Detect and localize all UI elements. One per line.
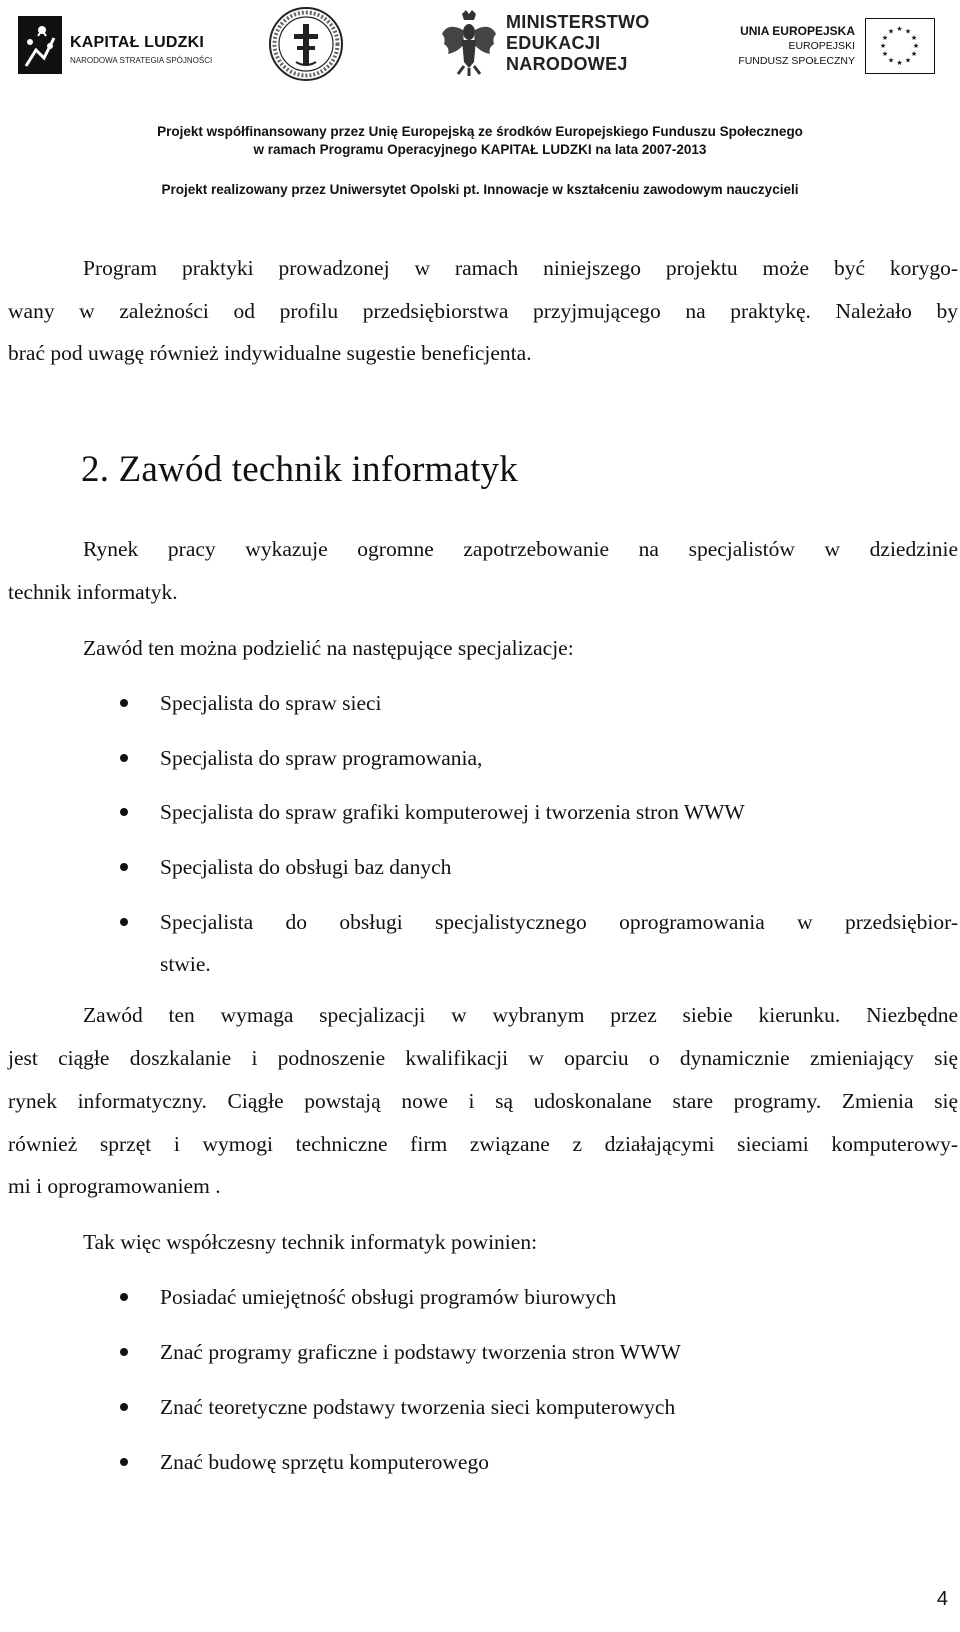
svg-text:★: ★	[904, 27, 912, 36]
page-number: 4	[936, 1588, 948, 1610]
intro-line-3: brać pod uwagę również indywidualne sugestie beneficjenta.	[8, 341, 532, 365]
requirements-line-2: jest ciągłe doszkalanie i podnoszenie kwalifikacji w oparciu o dynamicznie zmieniający się	[8, 1046, 958, 1070]
eu-logo	[722, 18, 947, 76]
list-item: Znać teoretyczne podstawy tworzenia sieci komputerowych	[160, 1395, 676, 1419]
ministry-line-2: EDUKACJI	[506, 33, 601, 53]
kapital-ludzki-logo	[18, 16, 213, 74]
list-item: Specjalista do spraw sieci	[160, 691, 382, 715]
requirements-line-5: mi i oprogramowaniem .	[8, 1174, 221, 1198]
requirements-line-4: również sprzęt i wymogi techniczne firm związane z działającymi sieciami komputerowy-	[8, 1132, 958, 1156]
list-item: Znać budowę sprzętu komputerowego	[160, 1450, 489, 1474]
intro-line-1: Program praktyki prowadzonej w ramach niniejszego projektu może być korygo-	[83, 256, 958, 280]
eu-line-3: FUNDUSZ SPOŁECZNY	[738, 55, 855, 67]
svg-text:★: ★	[912, 42, 920, 50]
bullet-icon	[120, 1458, 128, 1466]
section-heading: 2. Zawód technik informatyk	[81, 449, 518, 490]
list-item: Specjalista do spraw programowania,	[160, 746, 483, 770]
specializations-intro: Zawód ten można podzielić na następujące specjalizacje:	[83, 636, 574, 660]
svg-text:★: ★	[879, 42, 887, 50]
eagle-emblem-icon	[440, 8, 498, 78]
bullet-icon	[120, 1403, 128, 1411]
market-line-1: Rynek pracy wykazuje ogromne zapotrzebowanie na specjalistów w dziedzinie	[83, 537, 958, 561]
kapital-ludzki-subtitle: NARODOWA STRATEGIA SPÓJNOŚCI	[70, 56, 213, 65]
bullet-icon	[120, 1348, 128, 1356]
ministry-name	[506, 12, 650, 75]
list-item: Specjalista do spraw grafiki komputerowej i tworzenia stron WWW	[160, 800, 745, 824]
eu-line-1: UNIA EUROPEJSKA	[740, 24, 855, 38]
eu-fund-name	[738, 24, 855, 69]
list-item: Specjalista do obsługi baz danych	[160, 855, 452, 879]
bullet-icon	[120, 1293, 128, 1301]
kapital-ludzki-title: KAPITAŁ LUDZKI	[70, 34, 205, 51]
svg-text:★: ★	[881, 34, 889, 42]
list-item: Specjalista do obsługi specjalistycznego oprogramowania w przedsiębior-	[160, 910, 958, 934]
svg-text:★: ★	[910, 50, 918, 58]
market-line-2: technik informatyk.	[8, 580, 178, 604]
eu-flag-icon	[865, 18, 935, 74]
kapital-ludzki-mark-icon	[18, 16, 62, 74]
project-cofinancing-line: Projekt współfinansowany przez Unię Europejską ze środków Europejskiego Funduszu Społecznego	[157, 124, 803, 139]
bullet-icon	[120, 863, 128, 871]
bullet-icon	[120, 808, 128, 816]
svg-text:★: ★	[904, 56, 912, 65]
list-item: Znać programy graficzne i podstawy tworzenia stron WWW	[160, 1340, 681, 1364]
ministry-logo	[440, 8, 670, 78]
university-seal	[268, 6, 344, 82]
ministry-line-1: MINISTERSTWO	[506, 12, 650, 32]
project-program-line: w ramach Programu Operacyjnego KAPITAŁ LUDZKI na lata 2007-2013	[253, 142, 707, 157]
svg-text:★: ★	[887, 27, 895, 36]
bullet-icon	[120, 918, 128, 926]
intro-line-2: wany w zależności od profilu przedsiębiorstwa przyjmującego na praktykę. Należało by	[8, 299, 958, 323]
ministry-line-3: NARODOWEJ	[506, 54, 628, 74]
bullet-icon	[120, 699, 128, 707]
project-realization-line: Projekt realizowany przez Uniwersytet Opolski pt. Innowacje w kształceniu zawodowym nauczycieli	[161, 182, 799, 197]
university-seal-icon	[268, 6, 344, 82]
list-item-continuation: stwie.	[160, 952, 211, 976]
skills-intro: Tak więc współczesny technik informatyk powinien:	[83, 1230, 538, 1254]
requirements-line-3: rynek informatyczny. Ciągłe powstają nowe i są udoskonalane stare programy. Zmienia się	[8, 1089, 958, 1113]
requirements-line-1: Zawód ten wymaga specjalizacji w wybranym przez siebie kierunku. Niezbędne	[83, 1003, 958, 1027]
svg-text:★: ★	[896, 59, 903, 67]
list-item: Posiadać umiejętność obsługi programów biurowych	[160, 1285, 617, 1309]
header-logos	[0, 0, 960, 100]
svg-text:★: ★	[896, 25, 903, 33]
bullet-icon	[120, 754, 128, 762]
eu-line-2: EUROPEJSKI	[788, 40, 855, 52]
svg-text:★: ★	[887, 56, 895, 65]
svg-text:★: ★	[881, 50, 889, 58]
svg-text:★: ★	[910, 34, 918, 42]
